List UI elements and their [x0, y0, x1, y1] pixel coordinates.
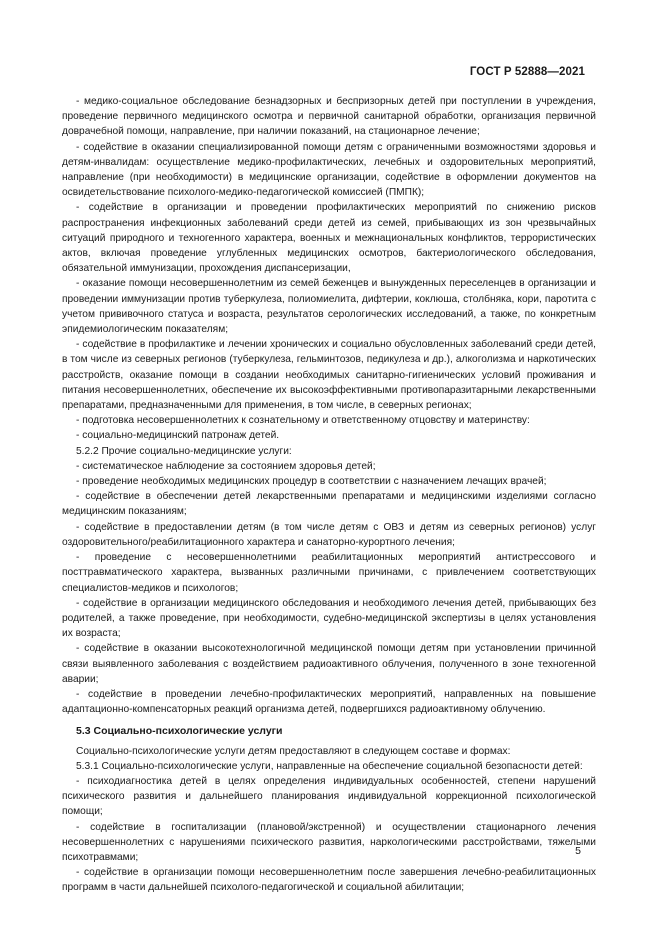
paragraph: - содействие в предоставлении детям (в том числе детям с ОВЗ и детям из северных регионов) услуг оздоровительного/реабилитационного характера и санаторно-курортного лечения; [62, 521, 596, 548]
paragraph: - проведение с несовершеннолетними реабилитационных мероприятий антистрессового и посттравматического характера, вызванных различными причинами, с привлечением соответствующих специалистов-медиков и психологов; [62, 552, 596, 594]
paragraph: - медико-социальное обследование безнадзорных и беспризорных детей при поступлении в учреждения, проведение первичного медицинского осмотра и первичной санитарной обработки, организация первичной доврачебной помощи, направление, при наличии показаний, на стационарное лечение; [62, 96, 596, 138]
paragraph: - содействие в госпитализации (плановой/экстренной) и осуществлении стационарного лечения несовершеннолетних с нарушениями психического развития, наркологическими расстройствами, тяжелыми психотравмами; [62, 821, 596, 863]
paragraph: - социально-медицинский патронаж детей. [76, 430, 280, 442]
paragraph: Социально-психологические услуги детям предоставляют в следующем составе и формах: [76, 745, 511, 757]
paragraph: - содействие в обеспечении детей лекарственными препаратами и медицинскими изделиями согласно медицинским показаниям; [62, 491, 596, 518]
paragraph: - содействие в оказании высокотехнологичной медицинской помощи детям при установлении причинной связи выявленного заболевания с воздействием радиоактивного облучения, полученного в зоне техногенной аварии; [62, 643, 596, 685]
paragraph: - систематическое наблюдение за состоянием здоровья детей; [76, 460, 376, 472]
section-heading-5-3: 5.3 Социально-психологические услуги [76, 725, 283, 738]
document-body [62, 94, 596, 896]
paragraph: - оказание помощи несовершеннолетним из семей беженцев и вынужденных переселенцев в организации и проведении иммунизации против туберкулеза, полиомиелита, дифтерии, коклюша, столбняка, кори, паротита с учетом прививочного статуса и возраста, результатов серологических исследований, а также, по конкретным эпидемиологическим показателям; [62, 278, 596, 336]
page-number: 5 [575, 845, 581, 857]
paragraph: - содействие в организации медицинского обследования и необходимого лечения детей, прибывающих без родителей, а также проведение, при необходимости, судебно-медицинской экспертизы в целях установления их возраста; [62, 597, 596, 640]
paragraph: - подготовка несовершеннолетних к сознательному и ответственному отцовству и материнству: [76, 415, 530, 427]
paragraph: - содействие в оказании специализированной помощи детям с ограниченными возможностями здоровья и детям-инвалидам: осуществление медико-профилактических, лечебных и оздоровительных мероприятий, направление (при необходимости) в медицинские организации, содействие в оформлении документов на освидетельствование психолого-медико-педагогической комиссией (ПМПК); [62, 141, 596, 199]
paragraph: - проведение необходимых медицинских процедур в соответствии с назначением лечащих врачей; [76, 476, 547, 488]
paragraph: 5.3.1 Социально-психологические услуги, направленные на обеспечение социальной безопасности детей: [76, 760, 583, 772]
section-5-3-list [62, 744, 596, 896]
section-5-2-list [62, 94, 596, 717]
paragraph: - психодиагностика детей в целях определения индивидуальных особенностей, степени нарушений психического развития и дальнейшего планирования индивидуальной коррекционной психологической помощи; [62, 775, 596, 818]
paragraph: - содействие в организации и проведении профилактических мероприятий по снижению рисков распространения инфекционных заболеваний среди детей из семей, прибывающих из зон чрезвычайных ситуаций природного и техногенного характера, военных и межнациональных конфликтов, террористических актов, включая проведение углубленных медицинских осмотров, бактериологического обследования, обязательной иммунизации, прохождения диспансеризации, [62, 202, 596, 275]
paragraph: 5.2.2 Прочие социально-медицинские услуги: [76, 445, 292, 457]
document-id-header: ГОСТ Р 52888—2021 [469, 66, 585, 78]
paragraph: - содействие в профилактике и лечении хронических и социально обусловленных заболеваний среди детей, в том числе из северных регионов (туберкулеза, гельминтозов, педикулеза и др.), алкоголизма и наркотических расстройств, оказание помощи в создании необходимых санитарно-гигиенических условий проживания и питания несовершеннолетних, обеспечение их высокоэффективными противопаразитарными лекарственными препаратами, предназначенными для применения, в том числе, в северных регионах; [62, 339, 596, 412]
paragraph: - содействие в проведении лечебно-профилактических мероприятий, направленных на повышение адаптационно-компенсаторных реакций организма детей, подвергшихся радиоактивному облучению. [62, 688, 596, 716]
paragraph: - содействие в организации помощи несовершеннолетним после завершения лечебно-реабилитационных программ в части дальнейшей психолого-педагогической и социальной абилитации; [62, 867, 596, 894]
